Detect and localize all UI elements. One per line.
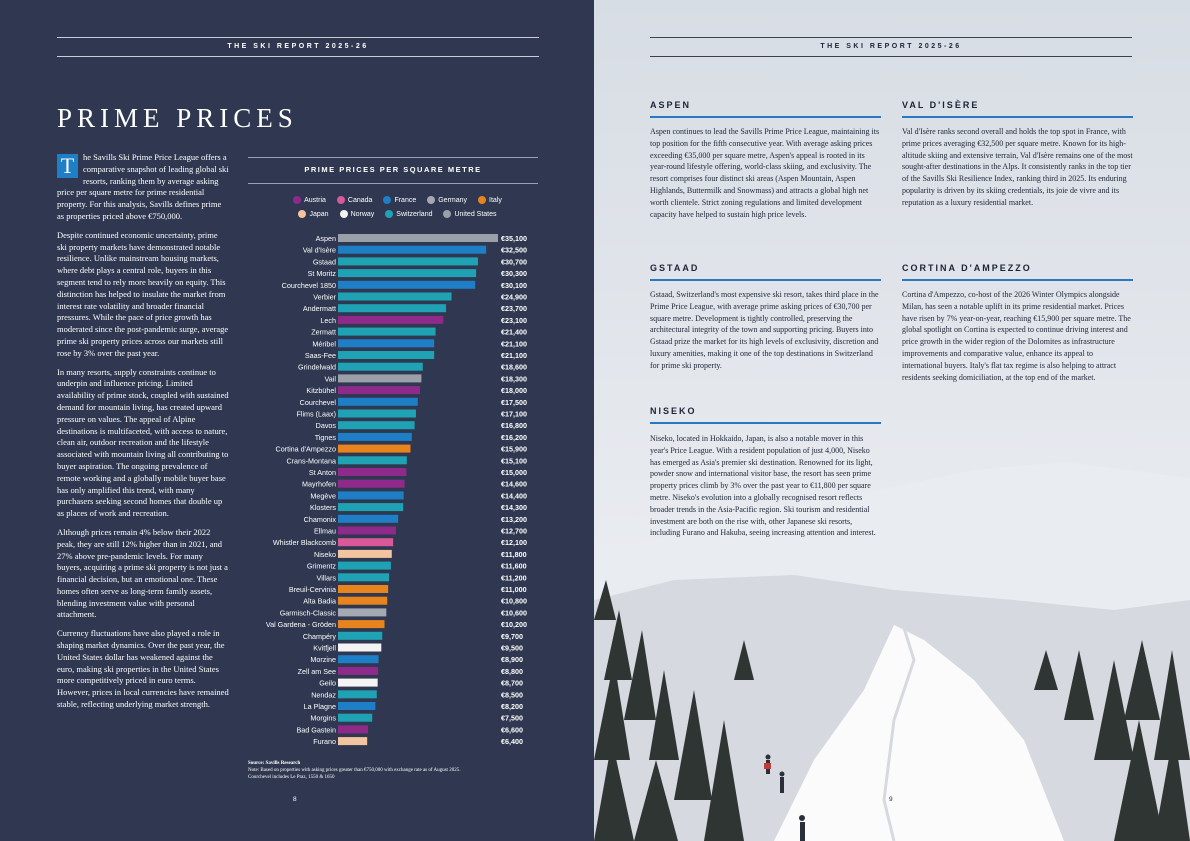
bar (338, 620, 384, 628)
value-label: €23,700 (501, 304, 527, 314)
category-label: Andermatt (302, 304, 336, 314)
category-label: Bad Gastein (296, 725, 336, 735)
category-label: Cortina d'Ampezzo (275, 444, 336, 454)
source-note: Note: Based on properties with asking prices greater than €750,000 with exchange rate as of August 2025. (248, 768, 461, 773)
bar (338, 597, 387, 605)
bar (338, 374, 421, 382)
legend-swatch (385, 210, 393, 218)
category-label: Alta Badia (303, 596, 336, 606)
intro-text (57, 152, 229, 718)
bar (338, 398, 418, 406)
bar (338, 667, 378, 675)
category-label: Niseko (314, 549, 336, 559)
legend-item (293, 196, 326, 204)
bar (338, 351, 434, 359)
section-rule-aspen (650, 116, 881, 118)
bar (338, 714, 372, 722)
legend-label: Italy (489, 196, 502, 204)
value-label: €23,100 (501, 315, 527, 325)
value-label: €10,600 (501, 608, 527, 618)
section-title-cortina: CORTINA D'AMPEZZO (902, 263, 1032, 273)
page-number-right: 9 (889, 796, 893, 803)
legend-row (255, 210, 540, 218)
value-label: €35,100 (501, 234, 527, 243)
bar (338, 550, 392, 558)
category-label: Courchevel 1850 (281, 280, 336, 290)
category-label: Zermatt (311, 327, 336, 337)
source-note-2: Courchevel includes Le Praz, 1550 & 1650 (248, 775, 335, 780)
legend-row (255, 196, 540, 204)
bar (338, 690, 377, 698)
bar (338, 585, 388, 593)
bar (338, 702, 375, 710)
bar (338, 562, 391, 570)
value-label: €11,000 (501, 585, 527, 594)
category-label: Tignes (314, 432, 336, 442)
page-number-left: 8 (293, 796, 297, 803)
bar (338, 644, 381, 652)
value-label: €12,700 (501, 526, 527, 536)
section-title-niseko: NISEKO (650, 406, 697, 416)
legend-item (443, 210, 496, 218)
category-label: St Moritz (307, 269, 336, 279)
category-label: Megève (310, 491, 336, 501)
section-text-gstaad: Gstaad, Switzerland's most expensive ski resort, takes third place in the Prime Price League, with average prime asking prices of €30,700 per square metre. Development is tightly controlled, preserving the architectural integrity of the town and supporting pricing. Buyers into Gstaad prize the market for its high levels of exclusivity, discretion and luxury amenities, making it one of the top destinations in Switzerland for prime ski property. (650, 290, 879, 370)
category-label: Garmisch-Classic (279, 608, 336, 618)
right-page (594, 0, 1190, 841)
value-label: €8,500 (501, 690, 523, 700)
bar-chart (245, 230, 545, 750)
category-label: Klosters (310, 503, 336, 513)
legend-item (383, 196, 416, 204)
category-label: Val Gardena - Gröden (265, 620, 336, 630)
legend-swatch (293, 196, 301, 204)
category-label: La Plagne (303, 702, 336, 711)
legend-item (385, 210, 432, 218)
category-label: St Anton (308, 468, 336, 477)
category-label: Breuil-Cervinia (288, 585, 336, 594)
category-label: Courchevel (299, 397, 336, 407)
bar (338, 293, 452, 301)
legend-swatch (298, 210, 306, 218)
bar (338, 328, 436, 336)
category-label: Mayrhofen (302, 479, 336, 489)
bar (338, 363, 423, 371)
value-label: €14,400 (501, 491, 527, 501)
category-label: Lech (320, 315, 336, 325)
page-title: PRIME PRICES (57, 103, 298, 133)
bar (338, 468, 406, 476)
value-label: €8,900 (501, 655, 523, 665)
category-label: Kitzbühel (306, 386, 336, 396)
bar (338, 433, 412, 441)
header-rule-top (57, 37, 539, 38)
bar (338, 515, 398, 523)
category-label: Saas-Fee (304, 351, 336, 360)
legend-item (337, 196, 373, 204)
bar (338, 339, 434, 347)
chart-source (248, 760, 548, 781)
category-label: Flims (Laax) (296, 409, 336, 419)
category-label: Davos (315, 421, 336, 431)
bar (338, 234, 498, 242)
bar (338, 421, 415, 429)
value-label: €32,500 (501, 245, 527, 255)
category-label: Vail (324, 374, 336, 384)
section-title-aspen: ASPEN (650, 100, 692, 110)
bar (338, 608, 386, 616)
intro-paragraph-4: Although prices remain 4% below their 2022 peak, they are still 12% higher than in 2021, and 27% above pre-pandemic levels. For many buyers, acquiring a prime ski property is not just a financial decision, but an emotional one. These homes often serve as long-term family assets, blending investment value with personal attachment. (57, 526, 228, 620)
category-label: Grindelwald (298, 362, 336, 372)
bar (338, 527, 396, 535)
source-line: Source: Savills Research (248, 761, 301, 766)
value-label: €6,600 (501, 725, 523, 735)
value-label: €15,000 (501, 468, 527, 477)
category-label: Val d'Isère (302, 245, 336, 255)
bar (338, 257, 478, 265)
legend-swatch (427, 196, 435, 204)
intro-paragraph-2: Despite continued economic uncertainty, prime ski property markets have demonstrated notable resilience. Unlike mainstream housing markets, where debt plays a central role, buyers in this segment tend to rely more heavily on equity. This distinction has helped to insulate the market from interest rate volatility and broader financial pressures. While the pace of price growth has moderated since the post-pandemic surge, average prime ski property prices across our markets still rose by 3% over the past year. (57, 229, 229, 358)
legend-item (478, 196, 502, 204)
value-label: €11,800 (501, 549, 527, 559)
category-label: Aspen (315, 234, 336, 243)
category-label: Furano (313, 737, 336, 747)
category-label: Grimentz (306, 561, 336, 571)
bar (338, 246, 486, 254)
value-label: €21,400 (501, 327, 527, 337)
bar (338, 538, 393, 546)
header-rule-bottom-right (650, 56, 1132, 57)
header-title-right: THE SKI REPORT 2025-26 (820, 43, 962, 50)
category-label: Méribel (312, 339, 336, 349)
bar (338, 573, 389, 581)
bar (338, 737, 367, 745)
category-label: Villars (316, 573, 336, 583)
chart-title: PRIME PRICES PER SQUARE METRE (304, 165, 482, 174)
section-rule-val-disere (902, 116, 1133, 118)
intro-paragraph-3: In many resorts, supply constraints continue to underpin and influence pricing. Limited availability of prime stock, coupled with sustained demand for mountain living, has created upward pressure on values. The appeal of Alpine destinations is multifaceted, with access to nature, clean air, outdoor recreation and the lifestyle associated with mountain living all contributing to buyer aspiration. The ongoing prevalence of remote working and a globally mobile buyer base has only amplified this trend, with many purchasers seeking second homes that double up as places of work and recreation. (57, 366, 229, 519)
value-label: €17,500 (501, 397, 527, 407)
value-label: €18,600 (501, 362, 527, 372)
section-title-val-disere: VAL D'ISÈRE (902, 100, 980, 110)
value-label: €30,700 (501, 257, 527, 267)
chart-rule-top (248, 157, 538, 158)
left-page (0, 0, 594, 841)
value-label: €18,300 (501, 374, 527, 384)
legend-label: Austria (304, 196, 326, 204)
bar (338, 410, 416, 418)
legend-label: Germany (438, 196, 468, 204)
bar (338, 679, 378, 687)
legend-swatch (478, 196, 486, 204)
bar (338, 456, 407, 464)
section-text-aspen: Aspen continues to lead the Savills Prime Price League, maintaining its top position for the fifth consecutive year. With average asking prices exceeding €35,000 per square metre, Aspen's appeal is rooted in its year-round lifestyle offering, world-class skiing, and exclusivity. The resort comprises four distinct ski areas (Aspen Mountain, Aspen Highlands, Buttermilk and Snowmass) and attracts a global high net worth clientele. Strict zoning regulations and limited development capacity have helped to sustain high price levels. (650, 127, 880, 219)
legend-label: France (394, 196, 417, 204)
value-label: €10,200 (501, 620, 527, 630)
bar (338, 304, 446, 312)
value-label: €16,800 (501, 421, 527, 431)
section-text-val-disere: Val d'Isère ranks second overall and holds the top spot in France, with prime prices averaging €32,500 per square metre. Known for its high-altitude skiing and extensive terrain, Val d'Isère remains one of the most sought-after destinations in the Alps. It consistently ranks in the top tier of the Savills Ski Resilience Index, ranking third in 2025. Its enduring popularity is driven by its skiing credentials, its joie de vivre and its reputation as a luxury residential market. (902, 127, 1133, 207)
category-label: Verbier (313, 292, 336, 302)
value-label: €14,600 (501, 479, 527, 489)
section-rule-niseko (650, 422, 881, 424)
category-label: Champéry (302, 631, 336, 641)
value-label: €10,800 (501, 596, 527, 606)
legend-swatch (340, 210, 348, 218)
value-label: €16,200 (501, 432, 527, 442)
header-title-left: THE SKI REPORT 2025-26 (227, 43, 369, 50)
value-label: €15,100 (501, 456, 527, 466)
drop-cap: T (57, 154, 78, 178)
section-rule-cortina (902, 279, 1133, 281)
value-label: €8,200 (501, 702, 523, 711)
bar (338, 491, 404, 499)
value-label: €8,700 (501, 678, 523, 688)
value-label: €30,100 (501, 280, 527, 290)
section-title-gstaad: GSTAAD (650, 263, 700, 273)
legend-item (298, 210, 328, 218)
section-rule-gstaad (650, 279, 881, 281)
legend-item (427, 196, 467, 204)
bar (338, 281, 475, 289)
value-label: €9,500 (501, 643, 523, 653)
legend-label: Switzerland (396, 210, 433, 218)
value-label: €21,100 (501, 339, 527, 349)
header-rule-top-right (650, 37, 1132, 38)
value-label: €12,100 (501, 538, 527, 548)
chart-legend (255, 196, 540, 224)
bar (338, 445, 410, 453)
value-label: €13,200 (501, 514, 527, 524)
section-text-niseko: Niseko, located in Hokkaido, Japan, is also a notable mover in this year's Price League. With a resident population of just 4,000, Niseko has emerged as Asia's premier ski destination. Renowned for its light, powder snow and international visitor base, the resort has seen prime property prices climb by 3% over the past year to €11,800 per square metre. Niseko's evolution into a globally recognised resort reflects broader trends in the Asia-Pacific region. Ski tourism and residential investment are both on the rise with, other Japanese ski resorts, including Furano and Hakuba, seeing increasing attention and interest. (650, 434, 876, 538)
value-label: €9,700 (501, 631, 523, 641)
value-label: €30,300 (501, 269, 527, 279)
bar (338, 480, 405, 488)
value-label: €11,600 (501, 561, 527, 571)
value-label: €7,500 (501, 713, 523, 723)
legend-swatch (337, 196, 345, 204)
category-label: Ellmau (314, 526, 336, 536)
category-label: Whistler Blackcomb (272, 538, 336, 548)
bar (338, 503, 403, 511)
category-label: Zell am See (297, 666, 336, 676)
value-label: €14,300 (501, 503, 527, 513)
intro-paragraph-1: T he Savills Ski Prime Price League offers a comparative snapshot of leading global ski resorts, ranking them by average asking price per square metre for prime residential property. For this analysis, Savills defines prime as properties priced above €750,000. (57, 152, 229, 221)
value-label: €15,900 (501, 444, 527, 454)
category-label: Morgins (310, 713, 336, 723)
value-label: €24,900 (501, 292, 527, 302)
category-label: Gstaad (312, 257, 336, 267)
category-label: Kvitfjell (313, 643, 336, 653)
section-text-cortina: Cortina d'Ampezzo, co-host of the 2026 Winter Olympics alongside Milan, has seen a notable uplift in its prime residential market. Prices have risen by 7% year-on-year, reaching €15,900 per square metre. The global spotlight on Cortina is expected to continue driving interest and price growth in the wider region of the Dolomites as infrastructure improvements and comparative value, enhance its appeal to international buyers. Italy's flat tax regime is also helping to attract residents seeking domiciliation, at the top end of the market. (902, 290, 1131, 382)
category-label: Geilo (319, 678, 336, 688)
value-label: €18,000 (501, 386, 527, 396)
header-rule-bottom (57, 56, 539, 57)
category-label: Morzine (310, 655, 336, 665)
category-label: Chamonix (303, 514, 336, 524)
bar (338, 655, 379, 663)
intro-paragraph-5: Currency fluctuations have also played a role in shaping market dynamics. Over the past year, the United States dollar has weakened against the euro, making ski properties in the United States more competitively priced in euro terms. However, prices in local currencies have remained stable, reflecting underlying market strength. (57, 628, 229, 710)
category-label: Crans-Montana (286, 456, 336, 466)
bar (338, 725, 368, 733)
legend-swatch (383, 196, 391, 204)
legend-label: Norway (350, 210, 375, 218)
category-label: Nendaz (311, 690, 336, 700)
value-label: €8,800 (501, 666, 523, 676)
value-label: €21,100 (501, 351, 527, 360)
legend-label: Japan (309, 210, 329, 218)
value-label: €6,400 (501, 737, 523, 747)
bar (338, 316, 443, 324)
bar (338, 632, 382, 640)
bar (338, 269, 476, 277)
legend-label: Canada (347, 196, 373, 204)
value-label: €11,200 (501, 573, 527, 583)
legend-item (340, 210, 375, 218)
chart-rule-bottom (248, 183, 538, 184)
bar (338, 386, 420, 394)
legend-swatch (443, 210, 451, 218)
legend-label: United States (454, 210, 497, 218)
value-label: €17,100 (501, 409, 527, 419)
